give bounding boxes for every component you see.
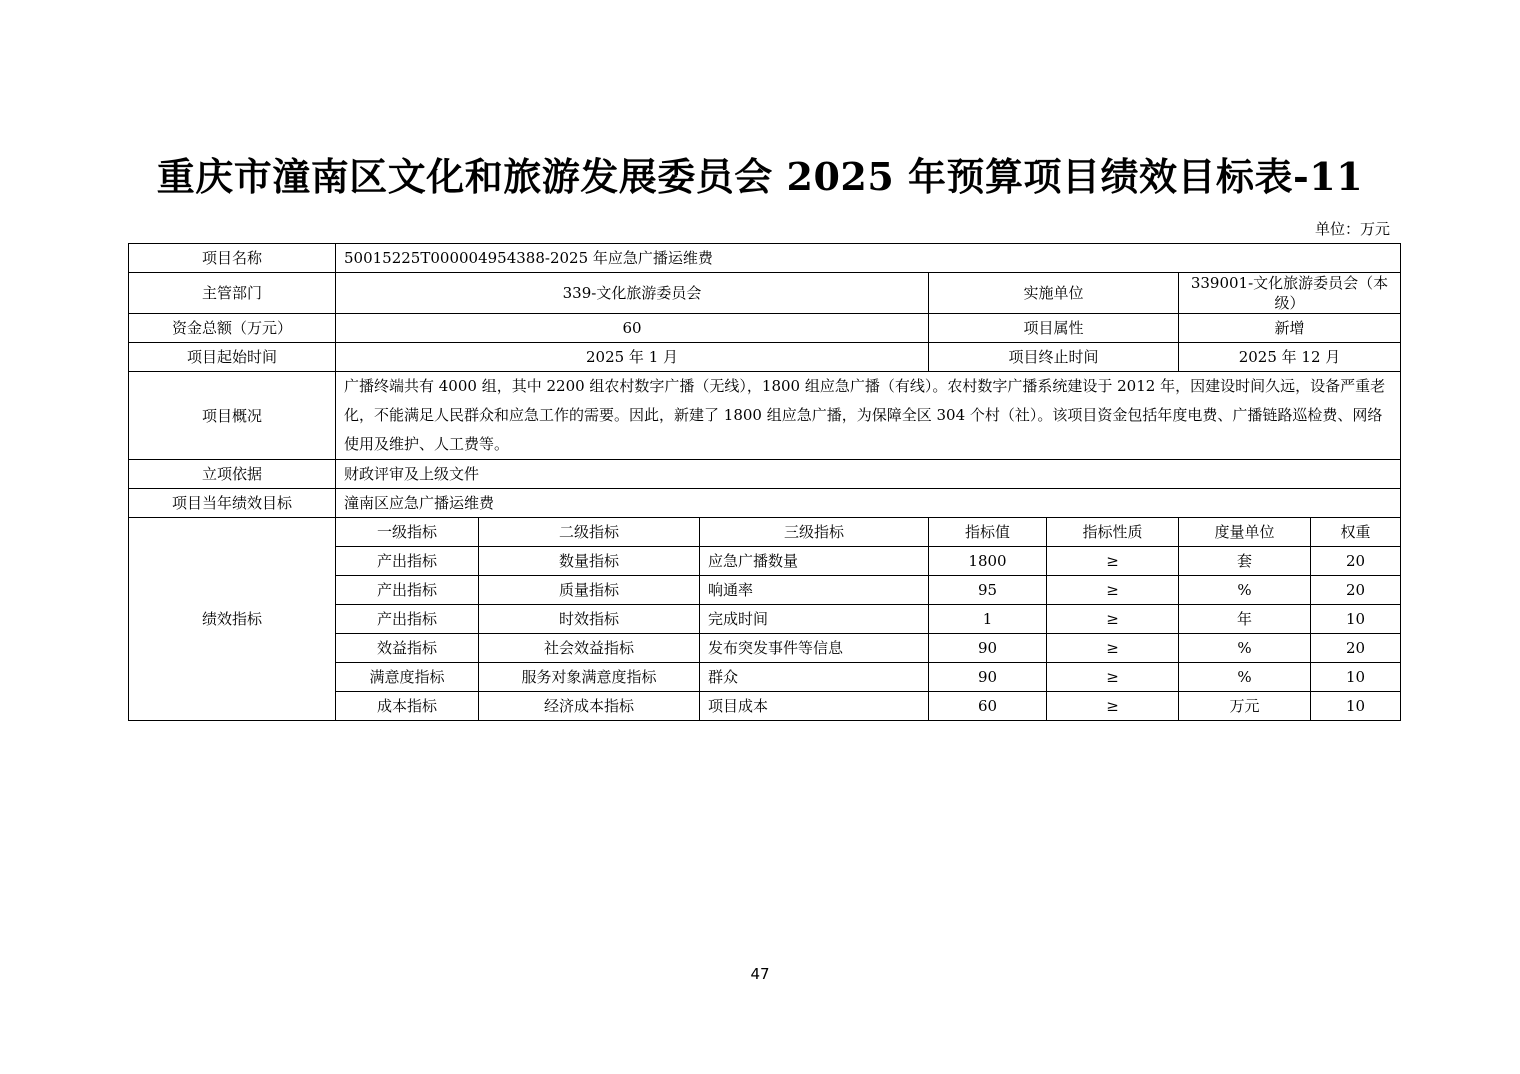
weight-cell: 20 (1311, 576, 1401, 605)
level3-cell: 响通率 (700, 576, 929, 605)
overview-value: 广播终端共有 4000 组，其中 2200 组农村数字广播（无线），1800 组应急广播（有线）。农村数字广播系统建设于 2012 年，因建设时间久远，设备严重老化，不能满足人民群众和应急工作的需要。因此，新建了 1800 组应急广播，为保障全区 304 个村（社）。该项目资金包括年度电费、广播链路巡检费、网络使用及维护、人工费等。 (336, 372, 1401, 460)
header-value: 指标值 (929, 518, 1047, 547)
nature-cell: ≥ (1047, 605, 1179, 634)
perf-label: 绩效指标 (129, 518, 336, 721)
goal-label: 项目当年绩效目标 (129, 489, 336, 518)
unit-cell: % (1179, 634, 1311, 663)
goal-value: 潼南区应急广播运维费 (336, 489, 1401, 518)
value-cell: 90 (929, 634, 1047, 663)
dept-value: 339-文化旅游委员会 (336, 273, 929, 314)
basis-label: 立项依据 (129, 460, 336, 489)
header-unit: 度量单位 (1179, 518, 1311, 547)
row-department (129, 273, 1401, 314)
level3-cell: 应急广播数量 (700, 547, 929, 576)
indicator-header-row (129, 518, 1401, 547)
level3-cell: 群众 (700, 663, 929, 692)
page-number: 47 (750, 965, 770, 983)
header-weight: 权重 (1311, 518, 1401, 547)
level3-cell: 项目成本 (700, 692, 929, 721)
level1-cell: 满意度指标 (336, 663, 479, 692)
end-label: 项目终止时间 (929, 343, 1179, 372)
row-time (129, 343, 1401, 372)
unit-label: 单位：万元 (1314, 220, 1390, 238)
weight-cell: 10 (1311, 605, 1401, 634)
unit-cell: % (1179, 576, 1311, 605)
nature-cell: ≥ (1047, 634, 1179, 663)
level2-cell: 时效指标 (479, 605, 700, 634)
weight-cell: 20 (1311, 547, 1401, 576)
level2-cell: 社会效益指标 (479, 634, 700, 663)
nature-cell: ≥ (1047, 692, 1179, 721)
level2-cell: 经济成本指标 (479, 692, 700, 721)
row-project-name (129, 244, 1401, 273)
level1-cell: 效益指标 (336, 634, 479, 663)
attr-value: 新增 (1179, 314, 1401, 343)
performance-target-table (128, 243, 1401, 721)
unit-cell: % (1179, 663, 1311, 692)
value-cell: 90 (929, 663, 1047, 692)
nature-cell: ≥ (1047, 576, 1179, 605)
level1-cell: 成本指标 (336, 692, 479, 721)
level3-cell: 完成时间 (700, 605, 929, 634)
nature-cell: ≥ (1047, 663, 1179, 692)
row-goal (129, 489, 1401, 518)
row-overview (129, 372, 1401, 460)
row-basis (129, 460, 1401, 489)
value-cell: 60 (929, 692, 1047, 721)
overview-label: 项目概况 (129, 372, 336, 460)
funds-value: 60 (336, 314, 929, 343)
project-name-label: 项目名称 (129, 244, 336, 273)
level1-cell: 产出指标 (336, 576, 479, 605)
level2-cell: 数量指标 (479, 547, 700, 576)
weight-cell: 10 (1311, 663, 1401, 692)
value-cell: 95 (929, 576, 1047, 605)
start-value: 2025 年 1 月 (336, 343, 929, 372)
end-value: 2025 年 12 月 (1179, 343, 1401, 372)
level1-cell: 产出指标 (336, 605, 479, 634)
header-level2: 二级指标 (479, 518, 700, 547)
weight-cell: 20 (1311, 634, 1401, 663)
value-cell: 1 (929, 605, 1047, 634)
header-nature: 指标性质 (1047, 518, 1179, 547)
level2-cell: 质量指标 (479, 576, 700, 605)
header-level3: 三级指标 (700, 518, 929, 547)
project-name-value: 50015225T000004954388-2025 年应急广播运维费 (336, 244, 1401, 273)
funds-label: 资金总额（万元） (129, 314, 336, 343)
row-funds (129, 314, 1401, 343)
basis-value: 财政评审及上级文件 (336, 460, 1401, 489)
start-label: 项目起始时间 (129, 343, 336, 372)
attr-label: 项目属性 (929, 314, 1179, 343)
unit-cell: 套 (1179, 547, 1311, 576)
impl-value: 339001-文化旅游委员会（本级） (1179, 273, 1401, 314)
nature-cell: ≥ (1047, 547, 1179, 576)
dept-label: 主管部门 (129, 273, 336, 314)
page-title: 重庆市潼南区文化和旅游发展委员会 2025 年预算项目绩效目标表-11 (156, 154, 1364, 199)
impl-label: 实施单位 (929, 273, 1179, 314)
unit-cell: 万元 (1179, 692, 1311, 721)
level2-cell: 服务对象满意度指标 (479, 663, 700, 692)
header-level1: 一级指标 (336, 518, 479, 547)
value-cell: 1800 (929, 547, 1047, 576)
level3-cell: 发布突发事件等信息 (700, 634, 929, 663)
unit-cell: 年 (1179, 605, 1311, 634)
level1-cell: 产出指标 (336, 547, 479, 576)
weight-cell: 10 (1311, 692, 1401, 721)
